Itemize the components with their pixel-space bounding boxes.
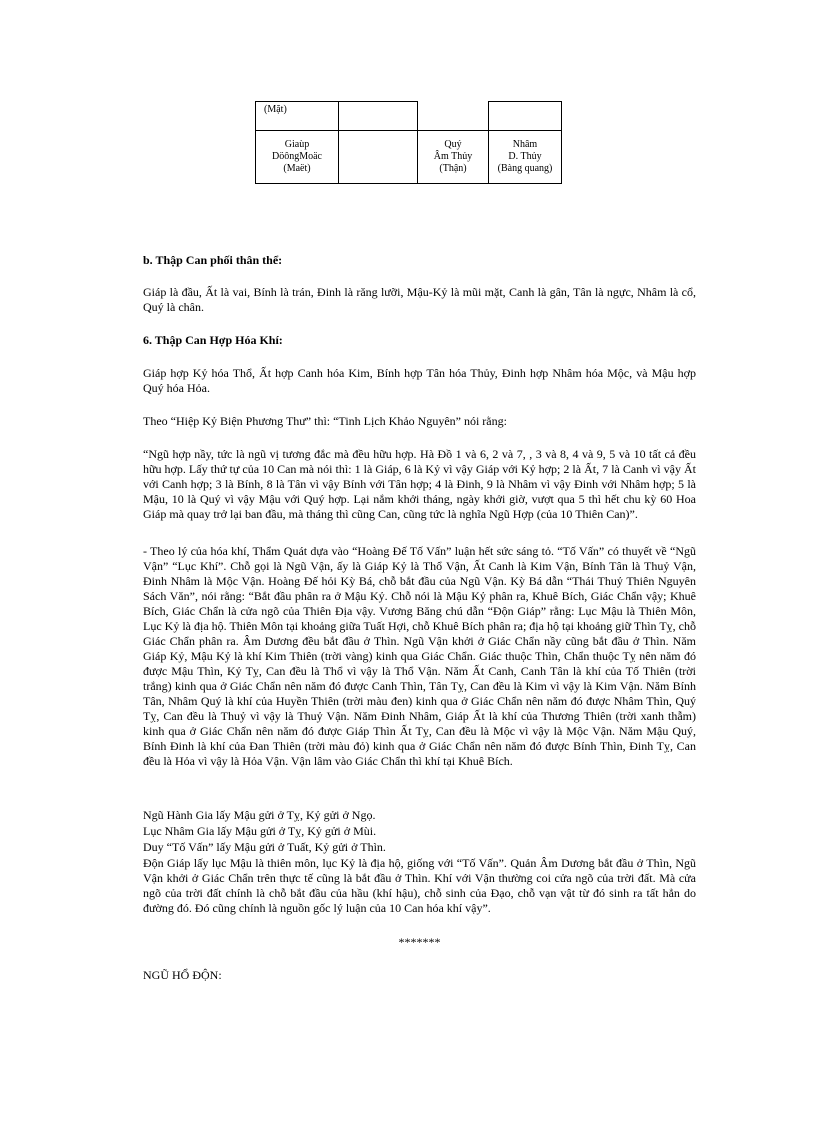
table-row [256,131,562,184]
paragraph: Lục Nhâm Gia lấy Mậu gửi ở Tỵ, Kỷ gửi ở Mùi. [143,824,377,838]
table-cell [339,131,418,184]
paragraph: Theo “Hiệp Kỷ Biện Phương Thư” thì: “Tinh Lịch Khảo Nguyên” nói rằng: [143,414,507,428]
table-cell [489,102,562,131]
table-cell [339,102,418,131]
table-cell: Giaùp DöôngMoäc (Maët) [256,131,339,184]
paragraph: - Theo lý của hóa khí, Thẩm Quát dựa vào “Hoàng Đế Tố Vấn” luận hết sức sáng tỏ. “Tố Vấn” có thuyết về “Ngũ Vận” “Lục Khí”. Chỗ gọi là Ngũ Vận, ấy là Giáp Kỷ là Thổ Vận, Ất Canh là Kim Vận, Bính Tân là Thuỷ Vận, Đinh Nhâm là Mộc Vận. Hoàng Đế hỏi Kỳ Bá, chỗ bắt đầu của Ngũ Vận. Kỳ Bá dẫn “Thái Thuỷ Thiên Nguyên Sách Văn”, nói rằng: “Bắt đầu phân ra ở Mậu Kỷ. Chỗ nói là Mậu Kỷ phân ra, Khuê Bích, Giác Chẩn vậy; Khuê Bích, Giác Chẩn là cửa ngõ của Thiên Địa vậy. Vương Băng chú dẫn “Độn Giáp” rằng: Lục Mậu là Thiên Môn, Lục Kỷ là địa hộ. Thiên Môn tại khoảng giữa Tuất Hợi, chỗ Khuê Bích phân ra; địa hộ tại khoảng giữ Thìn Tỵ, chỗ Giác Chẩn phân ra. Âm Dương đều bắt đầu ở Thìn. Ngũ Vận khởi ở Giác Chẩn nầy cũng bắt đầu ở Thìn. Năm Giáp Kỷ, Mậu Kỷ là khí Kim Thiên (trời vàng) kinh qua Giác Chẩn. Giác thuộc Thìn, Chẩn thuộc Tỵ nên năm đó được Mậu Thìn, Kỷ Tỵ, Can đều là Thổ vì vậy là Thổ Vận. Năm Ất Canh, Canh Tân là khí của Tố Thiên (trời trắng) kinh qua ở Giác Chẩn nên năm đó được Canh Thìn, Tân Tỵ, Can đều là Kim vì vậy là Kim Vận. Năm Bính Tân, Nhâm Quý là khí của Huyền Thiên (trời màu đen) kinh qua ở Giác Chẩn nên năm đó được Nhâm Thìn, Quý Tỵ, Can đều là Thuỷ vì vậy là Thuỷ Vận. Năm Đinh Nhâm, Giáp Ất là khí của Thương Thiên (trời xanh thẫm) kinh qua ở Giác Chẩn nên năm đó được Giáp Thìn Ất Tỵ, Can đều là Mộc vì vậy là Mộc Vận. Năm Mậu Quý, Bính Đinh là khí của Đan Thiên (trời màu đỏ) kinh qua ở Giác Chẩn nên năm đó được Bính Thìn, Đinh Tỵ, Can đều là Hỏa vì vậy là Hỏa Vận. Vận lâm vào Giác Chẩn thì khí tại Khuê Bích. [143,544,696,768]
organ-table [255,101,562,184]
paragraph: Giáp hợp Kỷ hóa Thổ, Ất hợp Canh hóa Kim, Bính hợp Tân hóa Thủy, Đinh hợp Nhâm hóa Mộc, và Mậu hợp Quý hóa Hỏa. [143,366,696,395]
section-b-body: Giáp là đầu, Ất là vai, Bính là trán, Đinh là răng lưỡi, Mậu-Kỷ là mũi mặt, Canh là gân, Tân là ngực, Nhâm là cổ, Quý là chân. [143,285,696,314]
section-b-heading: b. Thập Can phối thân thể: [143,253,283,267]
next-section-heading: NGŨ HỔ ĐỘN: [143,968,222,982]
section-6-heading: 6. Thập Can Hợp Hóa Khí: [143,333,283,347]
table-cell: (Mặt) [256,102,339,131]
paragraph: Duy “Tố Vấn” lấy Mậu gửi ở Tuất, Kỷ gửi ở Thìn. [143,840,386,854]
table-row [256,102,562,131]
table-cell: Nhâm D. Thủy (Bàng quang) [489,131,562,184]
paragraph: “Ngũ hợp nầy, tức là ngũ vị tương đắc mà đều hữu hợp. Hà Đồ 1 và 6, 2 và 7, , 3 và 8, 4 và 9, 5 và 10 tất cả đều hữu hợp. Lấy thứ tự của 10 Can mà nói thì: 1 là Giáp, 6 là Kỷ vì vậy Giáp với Kỷ hợp; 2 là Ất, 7 là Canh vì vậy Ất với Canh hợp; 3 là Bính, 8 là Tân vì vậy Bính với Tân hợp; 4 là Đinh, 9 là Nhâm vì vậy Đinh với Nhâm hợp; 5 là Mậu, 10 là Quý vì vậy Mậu với Quý hợp. Lại nắm khởi tháng, ngày khởi giờ, vượt qua 5 thì hết chu kỳ 60 Hoa Giáp mà quay trở lại ban đầu, mà tháng thì cũng Can, cũng tức là nghĩa Ngũ Hợp (của 10 Thiên Can)”. [143,447,696,521]
table-cell-empty [418,102,489,131]
paragraph: Độn Giáp lấy lục Mậu là thiên môn, lục Kỷ là địa hộ, giống với “Tố Vấn”. Quản Âm Dương bắt đầu ở Thìn, Ngũ Vận khởi ở Giác Chẩn trên thực tế cũng là bắt đầu ở Thìn. Khí với Vận thường coi cửa ngõ của trời đất. Mà cửa ngõ của trời đất chính là chỗ bắt đầu của hầu (khí hậu), chỗ sinh của Đạo, chỗ vạn vật từ đó sinh ra tất hẳn do đường đó. Đó cũng chính là nguồn gốc lý luận của 10 Can hóa khí vậy”. [143,856,696,915]
separator: ******* [398,935,441,949]
table-cell: Quý Âm Thủy (Thận) [418,131,489,184]
paragraph: Ngũ Hành Gia lấy Mậu gửi ở Tỵ, Kỷ gửi ở Ngọ. [143,808,376,822]
